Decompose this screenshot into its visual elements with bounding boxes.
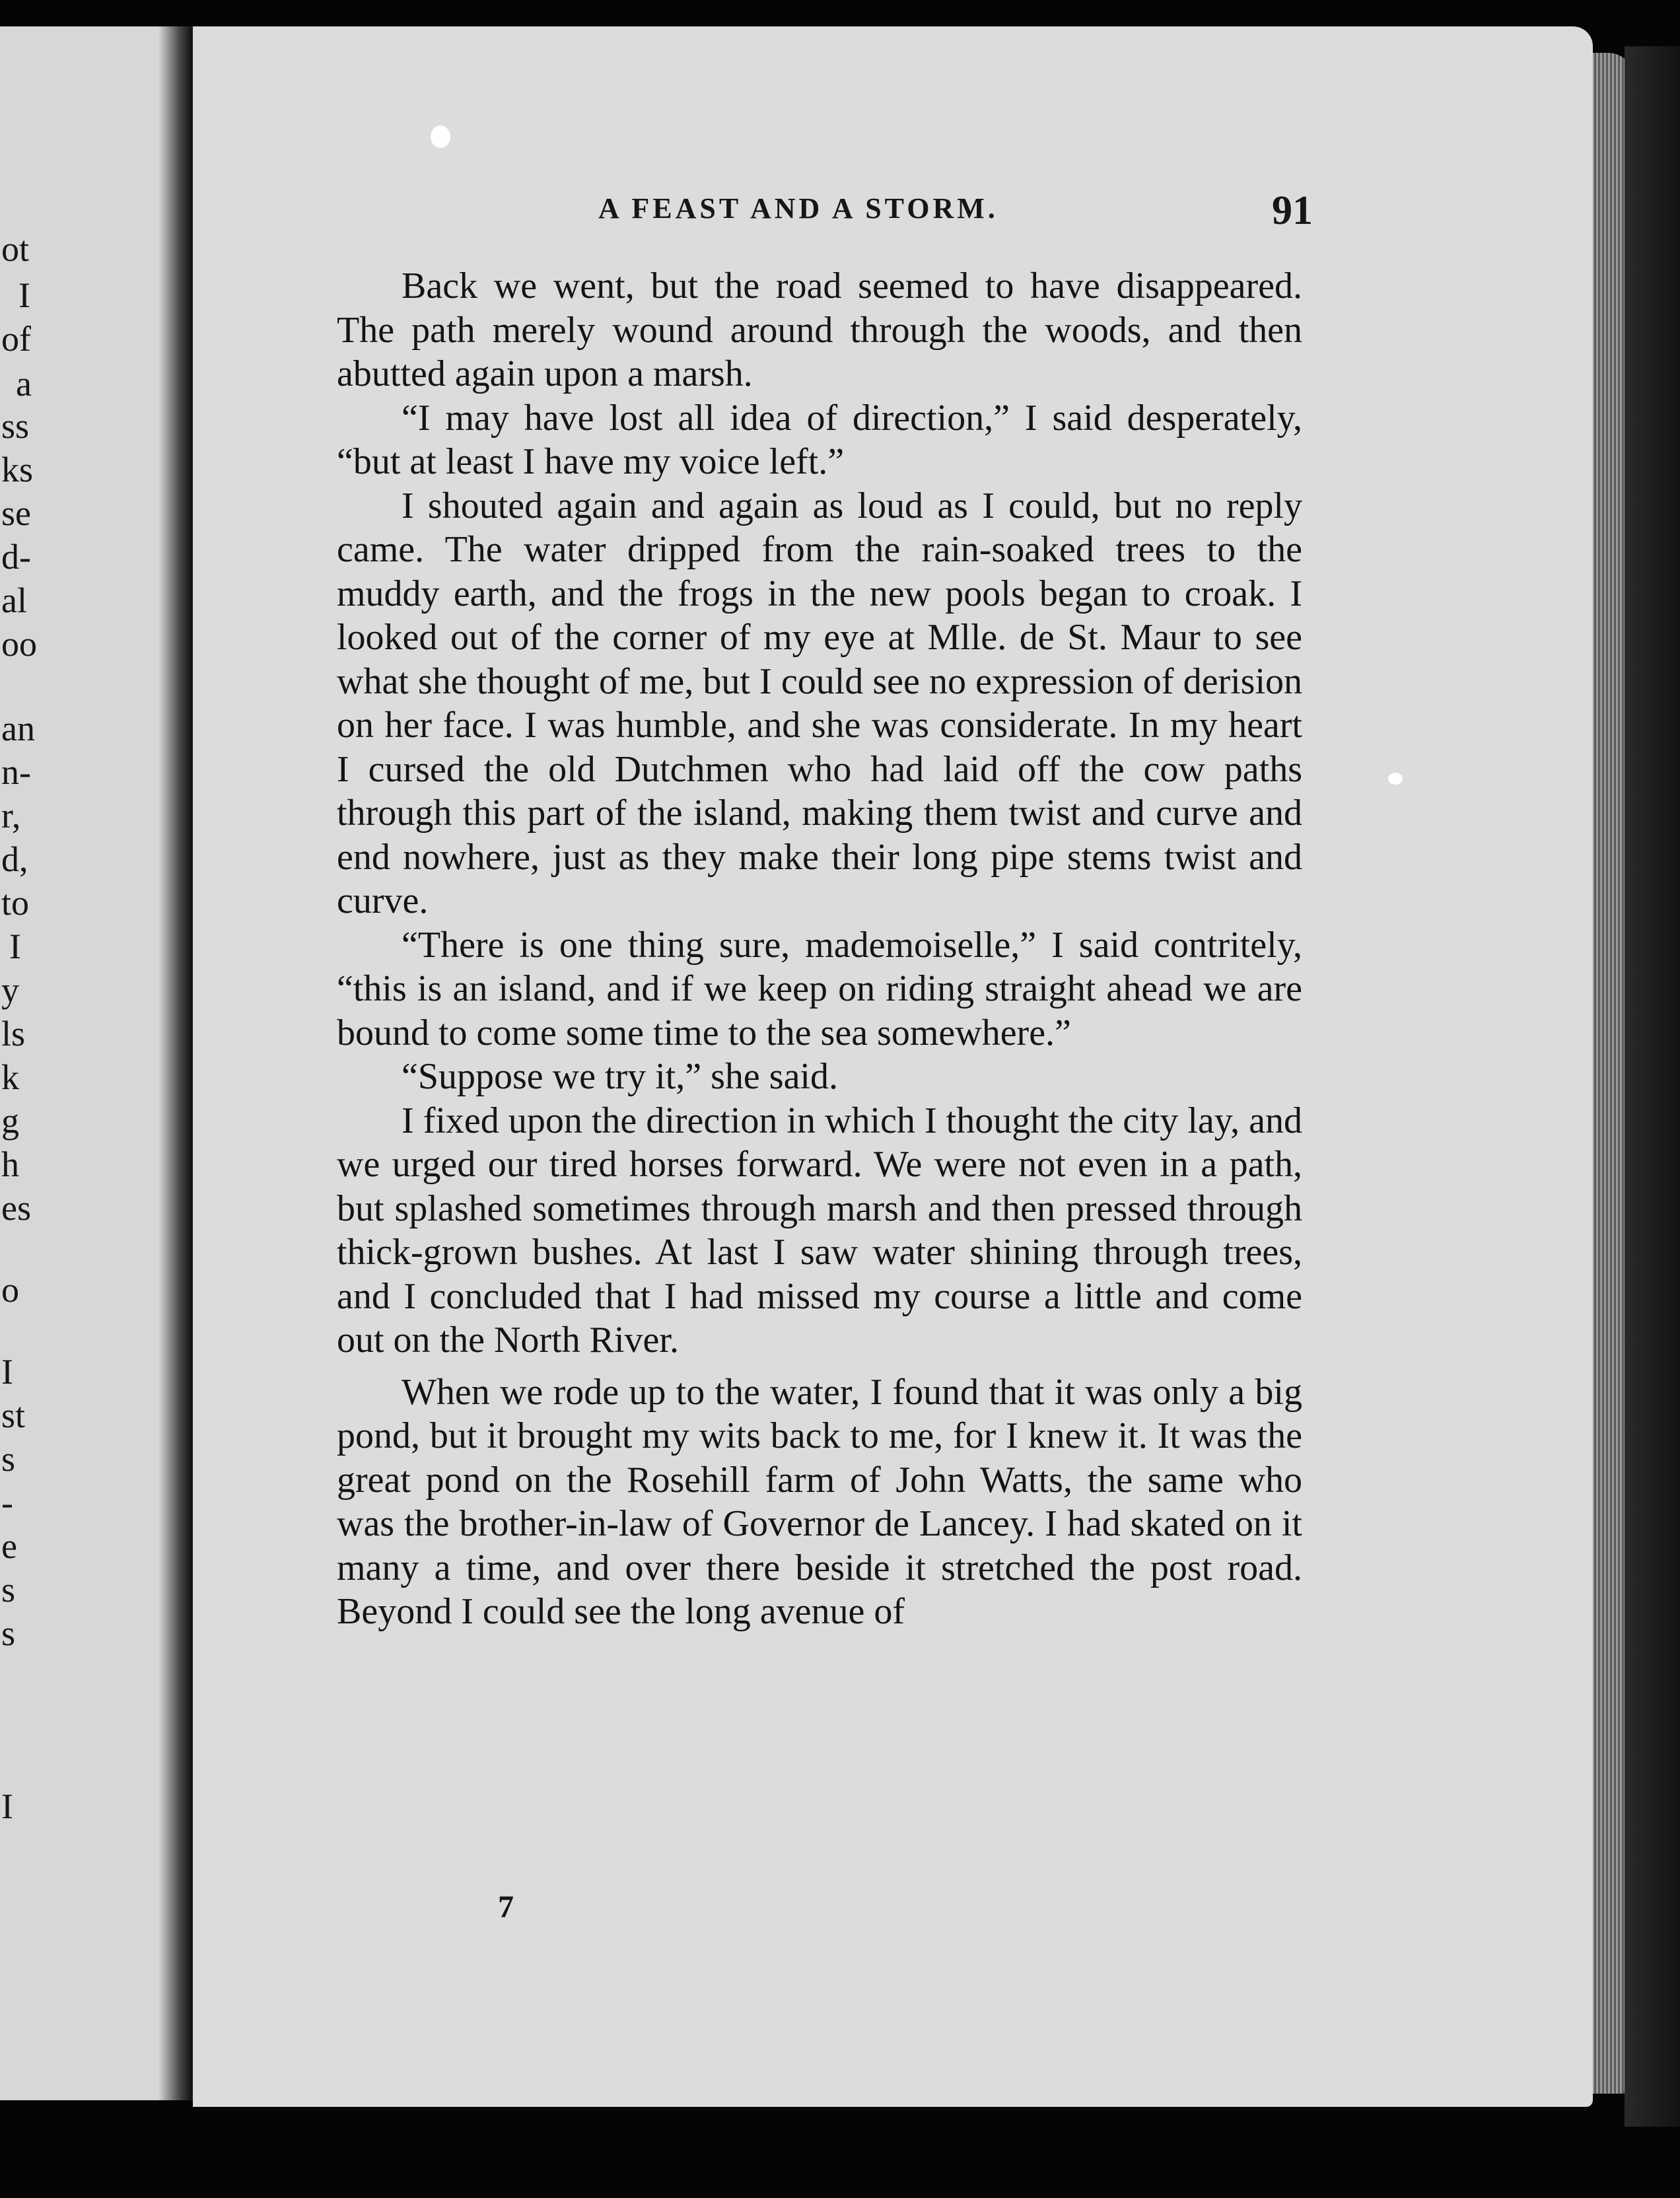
- left-page-fragment: s: [1, 1613, 16, 1653]
- paragraph: When we rode up to the water, I found that it was only a big pond, but it brought my wits back to me, for I knew it. It was the great pond on the Rosehill farm of John Watts, the same who was the brother-in-law of Governor de Lancey. I had skated on it many a time, and over there beside it stretched the post road. Beyond I could see the long avenue of: [337, 1371, 1302, 1632]
- left-page-fragment: g: [1, 1101, 19, 1141]
- signature-mark: 7: [498, 1890, 514, 1925]
- body-text: [337, 264, 1302, 1634]
- dust-speck: [1388, 773, 1403, 785]
- page-header: [193, 188, 1593, 233]
- left-page-fragment: oo: [1, 624, 37, 664]
- left-page-fragment: I: [18, 275, 30, 315]
- left-page-fragment: -: [1, 1483, 13, 1522]
- running-head: A FEAST AND A STORM.: [598, 192, 998, 225]
- left-page-fragment: n-: [1, 752, 31, 792]
- paragraph: I fixed upon the direction in which I thought the city lay, and we urged our tired horses forward. We were not even in a path, but splashed sometimes through marsh and then pressed through thick-grown bushes. At last I saw water shining through trees, and I concluded that I had missed my course a little and come out on the North River.: [337, 1100, 1302, 1361]
- left-page-fragment: ks: [1, 450, 34, 489]
- left-page-fragment: a: [16, 364, 32, 404]
- left-page-fragment: s: [1, 1439, 16, 1479]
- right-page: [193, 26, 1593, 2107]
- left-page-fragment: es: [1, 1188, 31, 1228]
- left-page-fragment: to: [1, 883, 30, 923]
- left-page-fragment: of: [1, 319, 31, 359]
- left-page: [0, 26, 177, 2100]
- paragraph: Back we went, but the road seemed to have disappeared. The path merely wound around through the woods, and then abutted again upon a marsh.: [337, 266, 1302, 394]
- left-page-fragment: e: [1, 1526, 17, 1566]
- left-page-fragment: st: [1, 1396, 26, 1435]
- paragraph: “Suppose we try it,” she said.: [402, 1056, 838, 1097]
- page-number: 91: [1272, 188, 1313, 233]
- left-page-fragment: I: [1, 1787, 13, 1826]
- left-page-fragment: I: [1, 1352, 13, 1392]
- paragraph: “There is one thing sure, mademoiselle,” I said contritely, “this is an island, and if we keep on riding straight ahead we are bound to come some time to the sea somewhere.”: [337, 924, 1302, 1053]
- left-page-fragment: an: [1, 709, 35, 748]
- paragraph: “I may have lost all idea of direction,” I said desperately, “but at least I have my voice left.”: [337, 397, 1302, 482]
- left-page-fragment: I: [9, 927, 21, 966]
- left-page-fragment: d-: [1, 537, 31, 577]
- left-page-fragment: ls: [1, 1014, 26, 1053]
- left-page-fragment: k: [1, 1057, 19, 1097]
- paragraph: I shouted again and again as loud as I could, but no reply came. The water dripped from the rain-soaked trees to the muddy earth, and the frogs in the new pools began to croak. I looked out of the corner of my eye at Mlle. de St. Maur to see what she thought of me, but I could see no expression of derision on her face. I was humble, and she was considerate. In my heart I cursed the old Dutchmen who had laid off the cow paths through this part of the island, making them twist and curve and end nowhere, just as they make their long pipe stems twist and curve.: [337, 485, 1302, 921]
- left-page-fragment: r,: [1, 796, 21, 835]
- left-page-fragment: h: [1, 1145, 19, 1184]
- left-page-fragment: ot: [1, 229, 30, 269]
- left-page-fragment: d,: [1, 839, 28, 879]
- left-page-fragment: y: [1, 970, 19, 1010]
- left-page-fragment: al: [1, 581, 27, 620]
- left-page-fragment: o: [1, 1270, 19, 1310]
- left-page-fragment: ss: [1, 406, 30, 446]
- dust-speck: [431, 125, 450, 148]
- left-page-fragment: s: [1, 1570, 16, 1610]
- left-page-fragment: se: [1, 493, 31, 533]
- book-cover-edge: [1625, 46, 1680, 2127]
